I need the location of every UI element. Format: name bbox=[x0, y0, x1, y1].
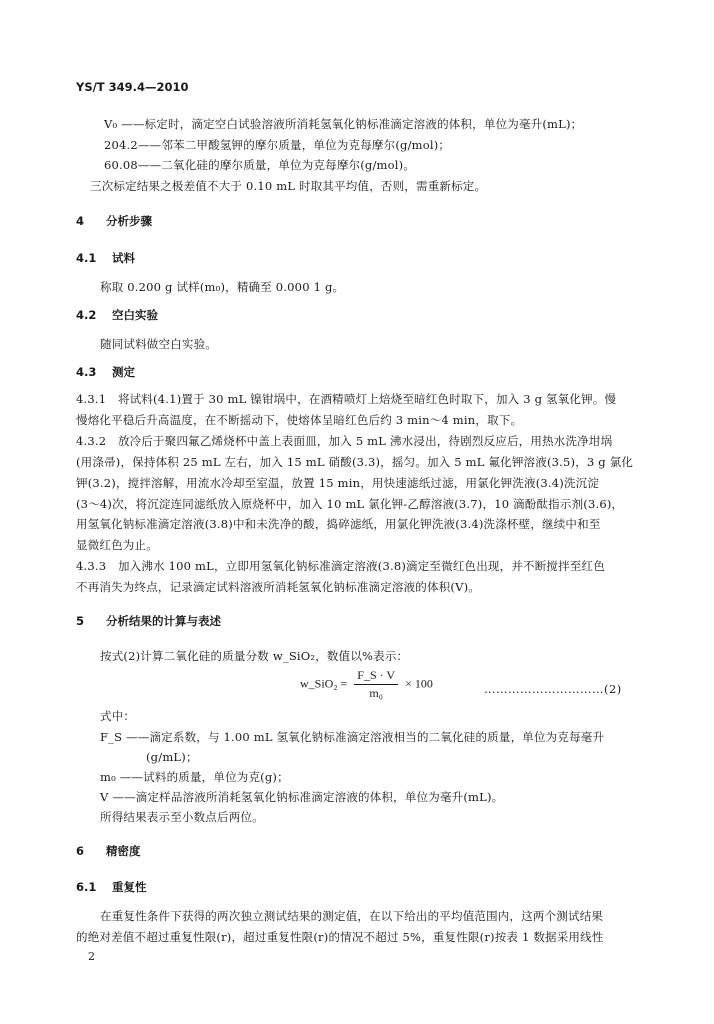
section-4-2-text: 随同试料做空白实验。 bbox=[100, 337, 217, 351]
def-fs-unit: (g/mL)； bbox=[146, 750, 198, 764]
para-4-3-3-line: 4.3.3 加入沸水 100 mL，立即用氢氧化钠标准滴定溶液(3.8)滴定至微红色出现，并不断搅拌至红色 bbox=[76, 559, 605, 573]
calib-note: 三次标定结果之极差值不大于 0.10 mL 时取其平均值，否则，需重新标定。 bbox=[90, 179, 487, 193]
section-6-heading bbox=[76, 843, 141, 859]
para-6-1-line: 的绝对差值不超过重复性限(r)，超过重复性限(r)的情况不超过 5%，重复性限(r)按表 1 数据采用线性 bbox=[76, 930, 604, 944]
section-number: 4.3 bbox=[76, 365, 97, 379]
section-4-heading bbox=[76, 213, 152, 229]
section-title: 分析步骤 bbox=[106, 214, 152, 228]
para-4-3-2-line: 用氢氧化钠标准滴定溶液(3.8)中和未洗净的酸，捣碎滤纸，用氯化钾洗液(3.4)洗涤杯壁，继续中和至 bbox=[76, 517, 601, 531]
formula-fraction bbox=[354, 668, 398, 701]
section-number: 6.1 bbox=[76, 880, 97, 894]
formula-lhs: w_SiO₂ = bbox=[300, 676, 348, 691]
formula-2 bbox=[300, 668, 433, 701]
calc-intro: 按式(2)计算二氧化硅的质量分数 w_SiO₂，数值以%表示： bbox=[100, 649, 409, 663]
formula-rhs: × 100 bbox=[405, 676, 433, 691]
para-4-3-2-line: (用涤帚)，保持体积 25 mL 左右，加入 15 mL 硝酸(3.3)，摇匀。加入 5 mL 氟化钾溶液(3.5)，3 g 氯化 bbox=[76, 455, 634, 469]
para-4-3-1-line: 慢熔化平稳后升高温度，在不断摇动下，使熔体呈暗红色后约 3 min～4 min，取下。 bbox=[76, 413, 523, 427]
para-4-3-2-line: 钾(3.2)，搅拌溶解，用流水冷却至室温，放置 15 min，用快速滤纸过滤，用氯化钾洗液(3.4)洗沉淀 bbox=[76, 476, 600, 490]
def-m0: m₀ ——试料的质量，单位为克(g)； bbox=[100, 770, 289, 784]
section-title: 试料 bbox=[112, 251, 135, 265]
def-v: V ——滴定样品溶液所消耗氢氧化钠标准滴定溶液的体积，单位为毫升(mL)。 bbox=[100, 790, 504, 804]
section-number: 6 bbox=[76, 844, 85, 858]
section-4-3-heading bbox=[76, 364, 135, 380]
section-title: 精密度 bbox=[106, 844, 141, 858]
section-6-1-heading bbox=[76, 879, 147, 895]
formula-denominator: m₀ bbox=[369, 686, 383, 700]
section-5-heading bbox=[76, 613, 221, 629]
def-6008: 60.08——二氧化硅的摩尔质量，单位为克每摩尔(g/mol)。 bbox=[104, 158, 416, 172]
para-6-1-line: 在重复性条件下获得的两次独立测试结果的测定值，在以下给出的平均值范围内，这两个测试结果 bbox=[100, 909, 604, 923]
formula-label: …………………………(2) bbox=[484, 682, 622, 696]
section-title: 重复性 bbox=[112, 880, 147, 894]
section-4-1-text: 称取 0.200 g 试样(m₀)，精确至 0.000 1 g。 bbox=[100, 280, 345, 294]
section-number: 4.1 bbox=[76, 251, 97, 265]
formula-numerator: F_S · V bbox=[354, 668, 398, 685]
section-4-1-heading bbox=[76, 250, 135, 266]
section-number: 4.2 bbox=[76, 308, 97, 322]
page-number: 2 bbox=[88, 950, 95, 963]
def-204: 204.2——邻苯二甲酸氢钾的摩尔质量，单位为克每摩尔(g/mol)； bbox=[104, 138, 451, 152]
section-title: 分析结果的计算与表述 bbox=[106, 614, 221, 628]
def-fs: F_S ——滴定系数，与 1.00 mL 氢氧化钠标准滴定溶液相当的二氧化硅的质量，单位为克每毫升 bbox=[100, 730, 605, 744]
para-4-3-3-line: 不再消失为终点，记录滴定试料溶液所消耗氢氧化钠标准滴定溶液的体积(V)。 bbox=[76, 580, 480, 594]
def-v0: V₀ ——标定时，滴定空白试验溶液所消耗氢氧化钠标准滴定溶液的体积，单位为毫升(mL)； bbox=[104, 117, 583, 131]
result-precision-note: 所得结果表示至小数点后两位。 bbox=[100, 810, 264, 824]
section-title: 空白实验 bbox=[112, 308, 158, 322]
section-number: 4 bbox=[76, 214, 85, 228]
section-title: 测定 bbox=[112, 365, 135, 379]
para-4-3-1-line: 4.3.1 将试料(4.1)置于 30 mL 镍钳埚中，在酒精喷灯上焙烧至暗红色时取下，加入 3 g 氢氧化钾。慢 bbox=[76, 392, 617, 406]
para-4-3-2-line: 显微红色为止。 bbox=[76, 538, 158, 552]
para-4-3-2-line: (3～4)次，将沉淀连同滤纸放入原烧杯中，加入 10 mL 氯化钾-乙醇溶液(3.7)，10 滴酚酞指示剂(3.6)， bbox=[76, 497, 624, 511]
standard-number: YS/T 349.4—2010 bbox=[76, 80, 189, 94]
section-4-2-heading bbox=[76, 307, 158, 323]
section-number: 5 bbox=[76, 614, 85, 628]
where-label: 式中： bbox=[100, 709, 136, 723]
para-4-3-2-line: 4.3.2 放冷后于聚四氟乙烯烧杯中盖上表面皿，加入 5 mL 沸水浸出，待剧烈反应后，用热水洗净坩埚 bbox=[76, 434, 613, 448]
